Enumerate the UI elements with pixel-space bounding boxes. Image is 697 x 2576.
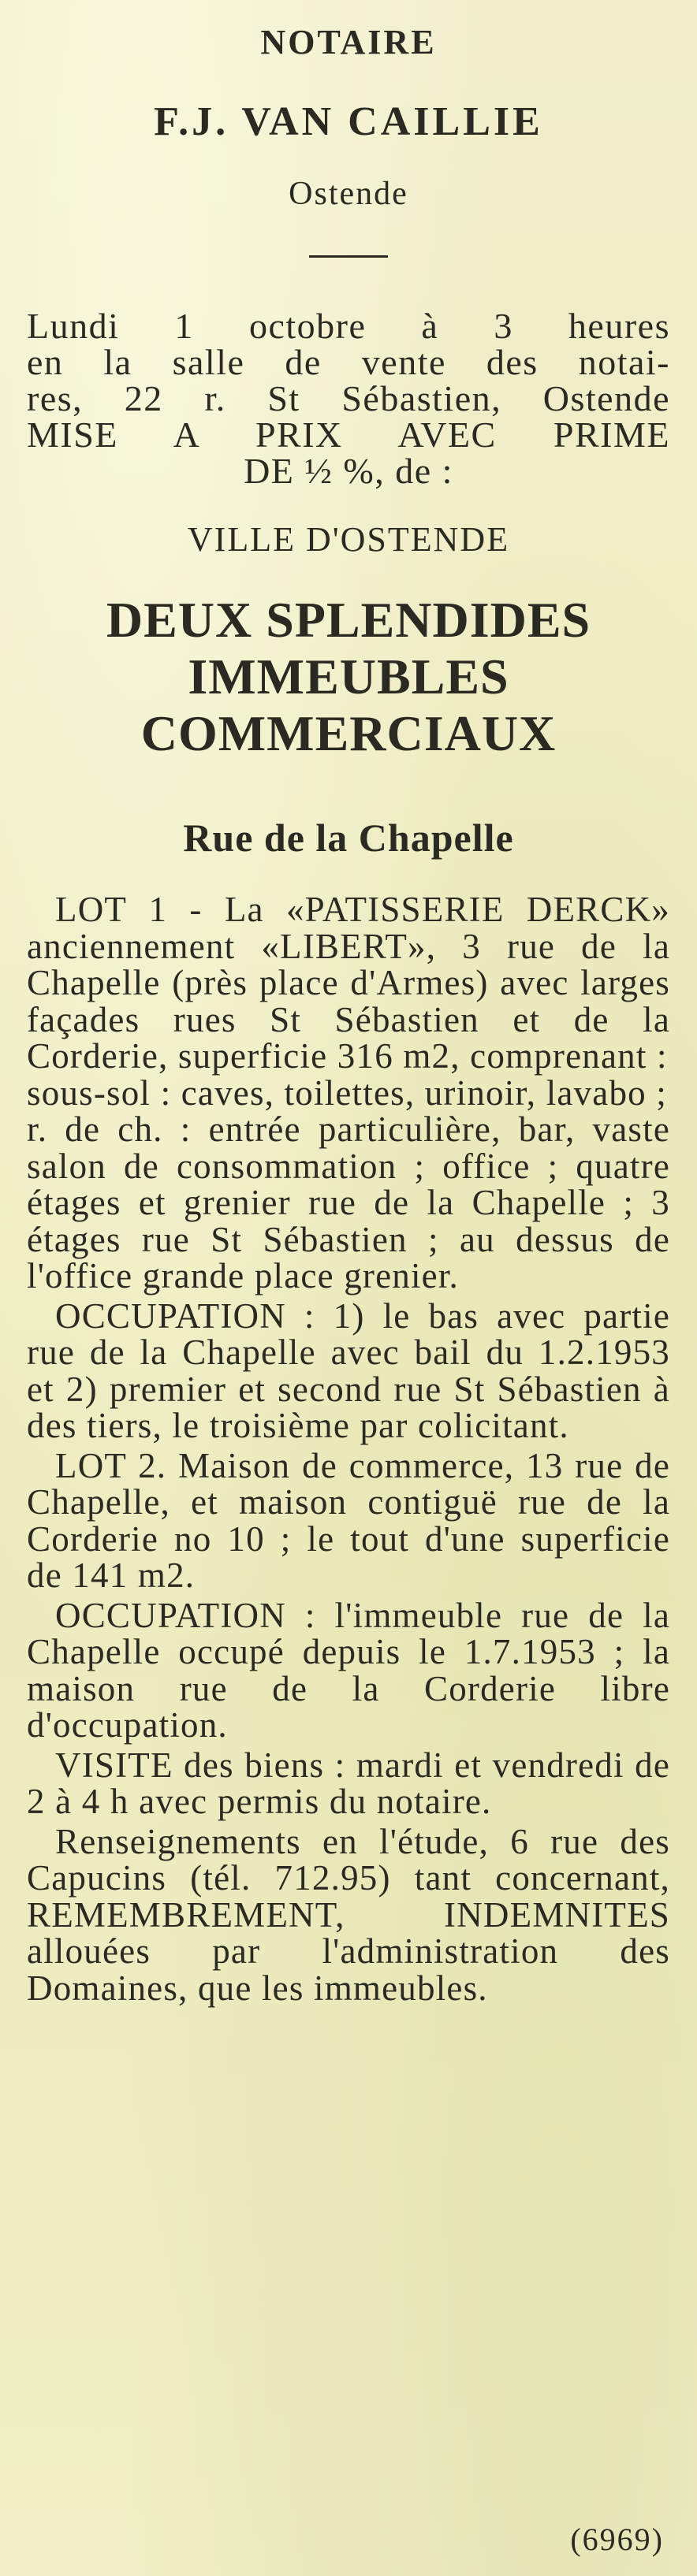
headline-line: IMMEUBLES bbox=[188, 649, 509, 704]
headline-line: DEUX SPLENDIDES bbox=[106, 592, 591, 648]
occupation-2-paragraph: OCCUPATION : l'immeuble rue de la Chapelle occupé depuis le 1.7.1953 ; la maison rue de la Corderie libre d'occupation. bbox=[27, 1595, 670, 1745]
sous-sol-paragraph: sous-sol : caves, toilettes, urinoir, lavabo ; bbox=[27, 1072, 668, 1113]
occupation-1-paragraph: OCCUPATION : 1) le bas avec partie rue de la Chapelle avec bail du 1.2.1953 et 2) premier et second rue St Sébastien à des tiers, le troisième par colicitant. bbox=[27, 1295, 670, 1445]
rez-de-chaussee-paragraph: r. de ch. : entrée particulière, bar, vaste salon de consommation ; office ; quatre étages et grenier rue de la Chapelle ; 3 étages rue St Sébastien ; au dessus de l'office grande place grenier. bbox=[27, 1110, 670, 1295]
renseignements-paragraph: Renseignements en l'étude, 6 rue des Capucins (tél. 712.95) tant concernant, REMEMBREMENT, INDEMNITES allouées par l'administration des Domaines, que les immeubles. bbox=[27, 1821, 670, 2008]
notary-city: Ostende bbox=[289, 176, 408, 212]
sale-announcement bbox=[27, 308, 670, 489]
lot-1-paragraph: LOT 1 - La «PATISSERIE DERCK» anciennement «LIBERT», 3 rue de la Chapelle (près place d'Armes) avec larges façades rues St Sébastien et de la Corderie, superficie 316 m2, comprenant : bbox=[27, 890, 670, 1076]
announcement-line: DE ½ %, de : bbox=[244, 451, 453, 491]
street-subheading: Rue de la Chapelle bbox=[183, 816, 514, 860]
divider-rule bbox=[309, 255, 388, 258]
visite-paragraph: VISITE des biens : mardi et vendredi de 2 à 4 h avec permis du notaire. bbox=[27, 1745, 670, 1821]
announcement-line: Lundi 1 octobre à 3 heures bbox=[27, 306, 670, 346]
main-headline bbox=[27, 592, 670, 762]
ville-heading: VILLE D'OSTENDE bbox=[187, 520, 510, 559]
reference-number: (6969) bbox=[570, 2522, 664, 2557]
lot-2-paragraph: LOT 2. Maison de commerce, 13 rue de Chapelle, et maison contiguë rue de la Corderie no 10 ; le tout d'une superficie de 141 m2. bbox=[27, 1445, 670, 1595]
notice-body bbox=[27, 891, 670, 2006]
announcement-line: MISE A PRIX AVEC PRIME bbox=[27, 414, 670, 455]
announcement-line: en la salle de vente des notai- bbox=[27, 342, 670, 382]
announcement-line: res, 22 r. St Sébastien, Ostende bbox=[27, 378, 670, 418]
notary-name: F.J. VAN CAILLIE bbox=[154, 99, 543, 144]
headline-line: COMMERCIAUX bbox=[140, 705, 557, 761]
notaire-heading: NOTAIRE bbox=[260, 23, 437, 61]
